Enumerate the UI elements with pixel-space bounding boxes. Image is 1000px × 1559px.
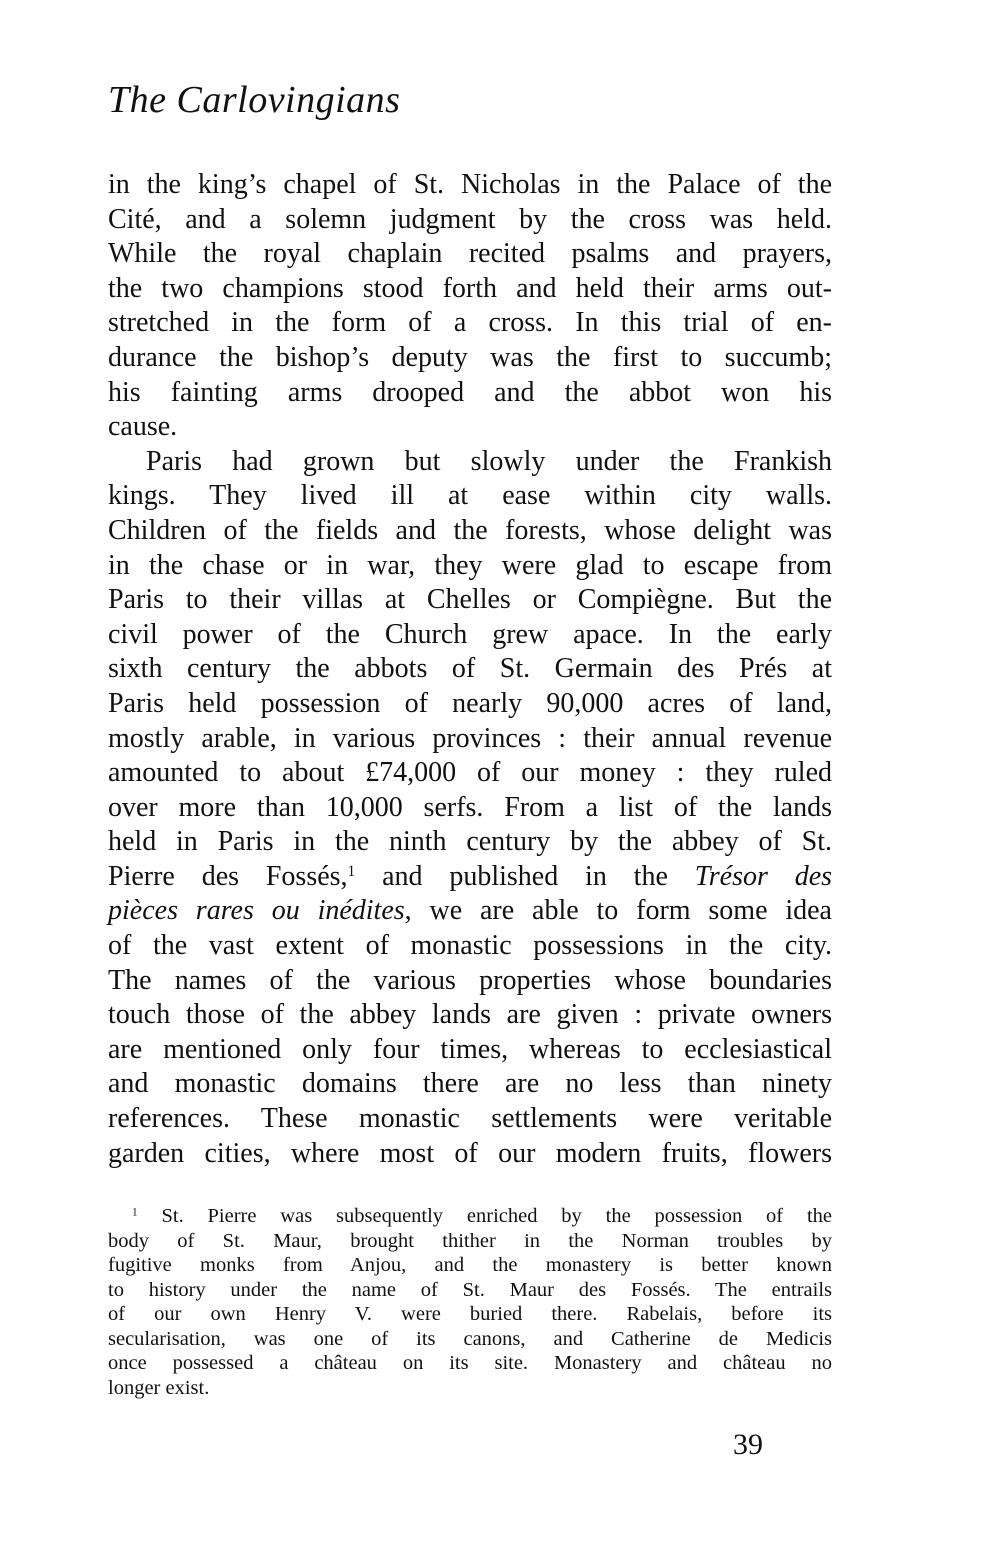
text-line <box>108 1351 832 1376</box>
text-line <box>108 168 832 203</box>
text-run: Paris to their villas at Chelles or Compiègne. But the <box>108 584 832 616</box>
text-run: the two champions stood forth and held their arms out- <box>108 272 832 304</box>
text-run: While the royal chaplain recited psalms and prayers, <box>108 238 832 270</box>
text-line <box>108 376 832 411</box>
text-run: Paris held possession of nearly 90,000 acres of land, <box>108 687 832 719</box>
text-line <box>108 445 832 480</box>
text-run: mostly arable, in various provinces : their annual revenue <box>108 722 832 754</box>
italic-title: Trésor des <box>694 860 833 892</box>
text-line <box>108 722 832 757</box>
text-run: Pierre des Fossés, <box>108 860 348 892</box>
text-run: Children of the fields and the forests, whose delight was <box>108 514 832 546</box>
text-line <box>108 1033 832 1068</box>
text-run: over more than 10,000 serfs. From a list of the lands <box>108 791 832 823</box>
text-line <box>108 549 832 584</box>
text-run: his fainting arms drooped and the abbot won his <box>108 376 832 408</box>
text-line <box>108 514 832 549</box>
text-line <box>108 583 832 618</box>
italic-title: pièces rares ou inédites <box>108 895 405 927</box>
text-line <box>108 1067 832 1102</box>
text-line <box>108 1376 832 1401</box>
running-header: The Carlovingians <box>108 79 401 121</box>
text-run: held in Paris in the ninth century by the abbey of St. <box>108 826 832 858</box>
text-run: once possessed a château on its site. Monastery and château no <box>108 1352 832 1374</box>
text-run: Cité, and a solemn judgment by the cross was held. <box>108 203 832 235</box>
text-run: civil power of the Church grew apace. In the early <box>108 618 832 650</box>
text-line <box>108 1204 832 1229</box>
text-run: St. Pierre was subsequently enriched by the possession of the <box>137 1205 832 1227</box>
text-line <box>108 1137 832 1172</box>
text-run: and monastic domains there are no less than ninety <box>108 1068 832 1100</box>
page-number: 39 <box>733 1428 763 1461</box>
text-line <box>108 479 832 514</box>
text-run: Paris had grown but slowly under the Frankish <box>146 445 832 477</box>
footnote-marker: 1 <box>347 862 356 880</box>
text-run: of our own Henry V. were buried there. Rabelais, before its <box>108 1303 832 1325</box>
text-line <box>108 1102 832 1137</box>
text-line <box>108 306 832 341</box>
text-line <box>108 929 832 964</box>
text-line <box>108 1327 832 1352</box>
text-run: fugitive monks from Anjou, and the monastery is better known <box>108 1254 832 1276</box>
text-run: and published in the <box>355 860 695 892</box>
text-line <box>108 825 832 860</box>
text-run: cause. <box>108 411 178 443</box>
text-run: sixth century the abbots of St. Germain des Prés at <box>108 653 832 685</box>
body-text <box>108 168 832 1171</box>
text-line <box>108 1253 832 1278</box>
text-run: are mentioned only four times, whereas to ecclesiastical <box>108 1033 832 1065</box>
text-run: secularisation, was one of its canons, and Catherine de Medicis <box>108 1327 832 1350</box>
text-line <box>108 1278 832 1303</box>
text-line <box>108 756 832 791</box>
text-run: The names of the various properties whose boundaries <box>108 964 832 996</box>
text-line <box>108 998 832 1033</box>
text-line <box>108 618 832 653</box>
text-line <box>108 1302 832 1327</box>
text-line <box>108 341 832 376</box>
footnote-marker: 1 <box>132 1206 138 1219</box>
text-run: longer exist. <box>108 1376 210 1399</box>
text-run: references. These monastic settlements were veritable <box>108 1103 832 1135</box>
text-run: stretched in the form of a cross. In this trial of en- <box>108 307 832 339</box>
text-line <box>108 687 832 722</box>
footnote <box>108 1204 832 1400</box>
text-run: touch those of the abbey lands are given : private owners <box>108 999 832 1031</box>
text-run: in the king’s chapel of St. Nicholas in the Palace of the <box>108 169 832 200</box>
text-run: to history under the name of St. Maur des Fossés. The entrails <box>108 1278 832 1301</box>
text-run: garden cities, where most of our modern fruits, flowers <box>108 1137 832 1169</box>
text-run: of the vast extent of monastic possessions in the city. <box>108 930 832 962</box>
text-run: durance the bishop’s deputy was the first to succumb; <box>108 341 832 373</box>
text-line <box>108 860 832 895</box>
text-line <box>108 964 832 999</box>
text-line <box>108 203 832 238</box>
text-line <box>108 791 832 826</box>
text-run: in the chase or in war, they were glad to escape from <box>108 549 832 581</box>
text-line <box>108 410 832 445</box>
text-line <box>108 237 832 272</box>
text-line <box>108 894 832 929</box>
text-run: body of St. Maur, brought thither in the Norman troubles by <box>108 1229 832 1252</box>
text-run: , we are able to form some idea <box>404 895 832 927</box>
text-line <box>108 1229 832 1254</box>
text-run: kings. They lived ill at ease within city walls. <box>108 480 832 512</box>
text-run: amounted to about £74,000 of our money : they ruled <box>108 757 832 789</box>
text-line <box>108 652 832 687</box>
text-line <box>108 272 832 307</box>
